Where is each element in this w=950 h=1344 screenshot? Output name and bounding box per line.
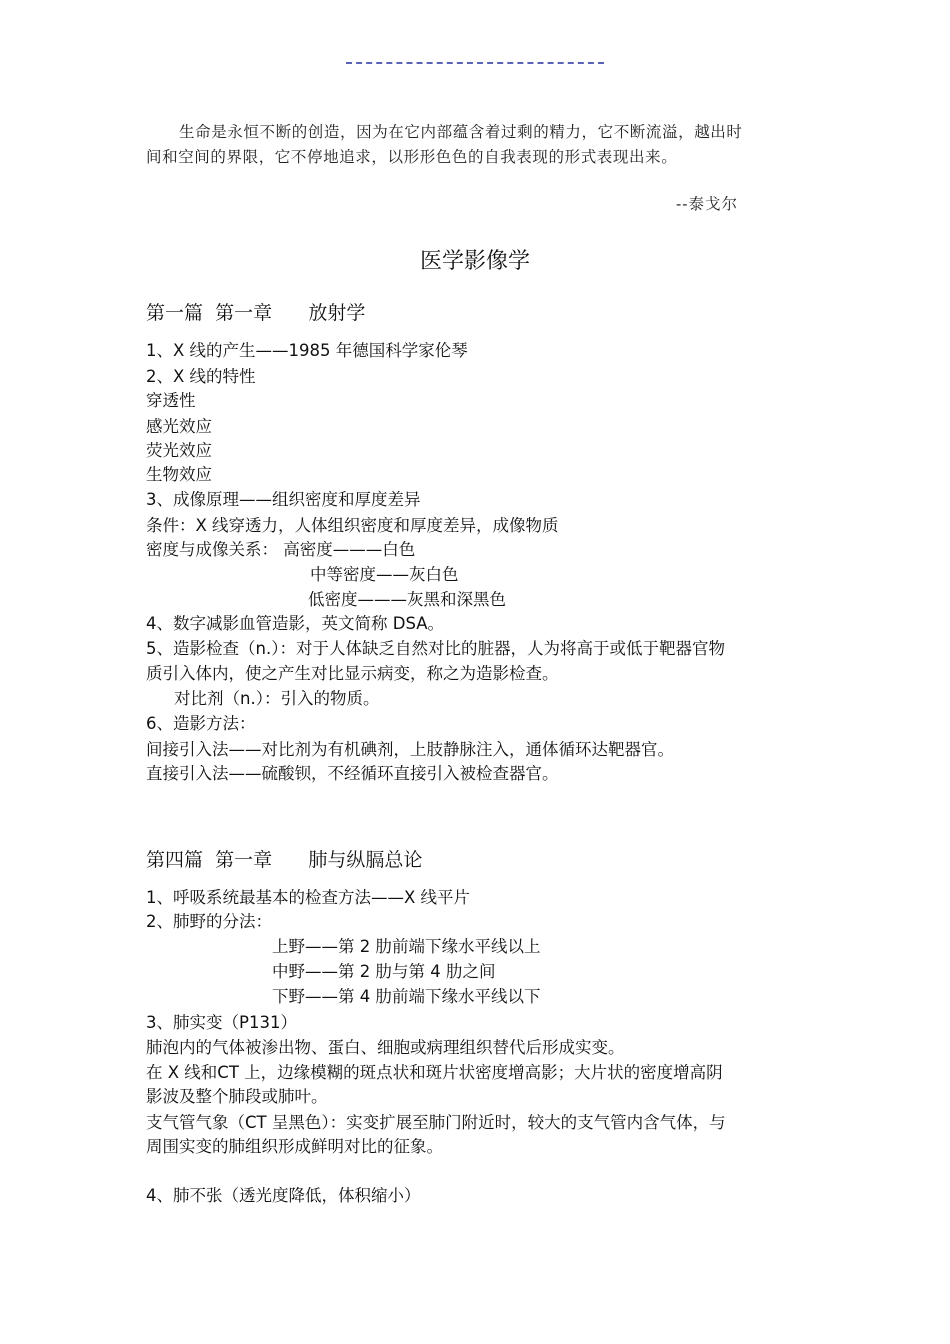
s2-item-3-definition: 肺泡内的气体被渗出物、蛋白、细胞或病理组织替代后形成实变。 (146, 1038, 625, 1057)
s1-item-5: 5、造影检查（n.）：对于人体缺乏自然对比的脏器，人为将高于或低于靶器官物 (146, 639, 725, 658)
s1-item-3-density-high: 密度与成像关系： 高密度———白色 (146, 540, 416, 559)
document-title: 医学影像学 (419, 249, 530, 274)
s2-item-1: 1、呼吸系统最基本的检查方法——X 线平片 (146, 888, 471, 907)
s1-item-4: 4、数字减影血管造影，英文简称 DSA。 (146, 614, 445, 633)
s2-item-2-lower: 下野——第 4 肋前端下缘水平线以下 (272, 987, 541, 1006)
s1-item-2-b: 感光效应 (146, 417, 212, 436)
s1-item-3-conditions: 条件：X 线穿透力，人体组织密度和厚度差异，成像物质 (146, 516, 559, 535)
quote-line-2: 间和空间的界限，它不停地追求，以形形色色的自我表现的形式表现出来。 (146, 148, 678, 166)
header-dashed-separator (346, 50, 604, 64)
s2-item-2: 2、肺野的分法： (146, 912, 272, 931)
s1-item-2-a: 穿透性 (146, 391, 196, 410)
section-1-heading: 第一篇 第一章 放射学 (146, 302, 366, 324)
s1-item-3: 3、成像原理——组织密度和厚度差异 (146, 490, 421, 509)
s2-item-3-xray-ct-cont: 影波及整个肺段或肺叶。 (146, 1087, 328, 1106)
s2-item-2-middle: 中野——第 2 肋与第 4 肋之间 (272, 962, 496, 981)
tagore-quote (146, 120, 816, 170)
s2-item-3-air-bronchogram: 支气管气象（CT 呈黑色）：实变扩展至肺门附近时，较大的支气管内含气体，与 (146, 1113, 726, 1132)
s2-item-3-air-bronchogram-cont: 周围实变的肺组织形成鲜明对比的征象。 (146, 1137, 443, 1156)
quote-line-1: 生命是永恒不断的创造，因为在它内部蕴含着过剩的精力，它不断流溢，越出时 (179, 123, 743, 141)
s1-item-1: 1、X 线的产生——1985 年德国科学家伦琴 (146, 341, 468, 360)
s1-item-2-d: 生物效应 (146, 465, 212, 484)
s1-item-3-density-mid: 中等密度——灰白色 (310, 565, 459, 584)
s1-item-6-direct: 直接引入法——硫酸钡，不经循环直接引入被检查器官。 (146, 764, 559, 783)
s1-item-6: 6、造影方法： (146, 714, 256, 733)
s2-item-4: 4、肺不张（透光度降低，体积缩小） (146, 1186, 421, 1205)
s2-item-3: 3、肺实变（P131） (146, 1013, 297, 1032)
s1-item-6-indirect: 间接引入法——对比剂为有机碘剂，上肢静脉注入，通体循环达靶器官。 (146, 740, 674, 759)
s1-item-3-density-low: 低密度———灰黑和深黑色 (308, 590, 506, 609)
s2-item-3-xray-ct: 在 X 线和CT 上，边缘模糊的斑点状和斑片状密度增高影；大片状的密度增高阴 (146, 1063, 723, 1082)
s1-item-5-cont: 质引入体内，使之产生对比显示病变，称之为造影检查。 (146, 664, 559, 683)
quote-author: --泰戈尔 (676, 195, 738, 213)
s1-item-2-c: 荧光效应 (146, 441, 212, 460)
s2-item-2-upper: 上野——第 2 肋前端下缘水平线以上 (272, 937, 541, 956)
section-2-heading: 第四篇 第一章 肺与纵膈总论 (146, 849, 423, 871)
s1-item-2: 2、X 线的特性 (146, 367, 256, 386)
s1-item-5-contrast: 对比剂（n.）：引入的物质。 (174, 689, 380, 708)
